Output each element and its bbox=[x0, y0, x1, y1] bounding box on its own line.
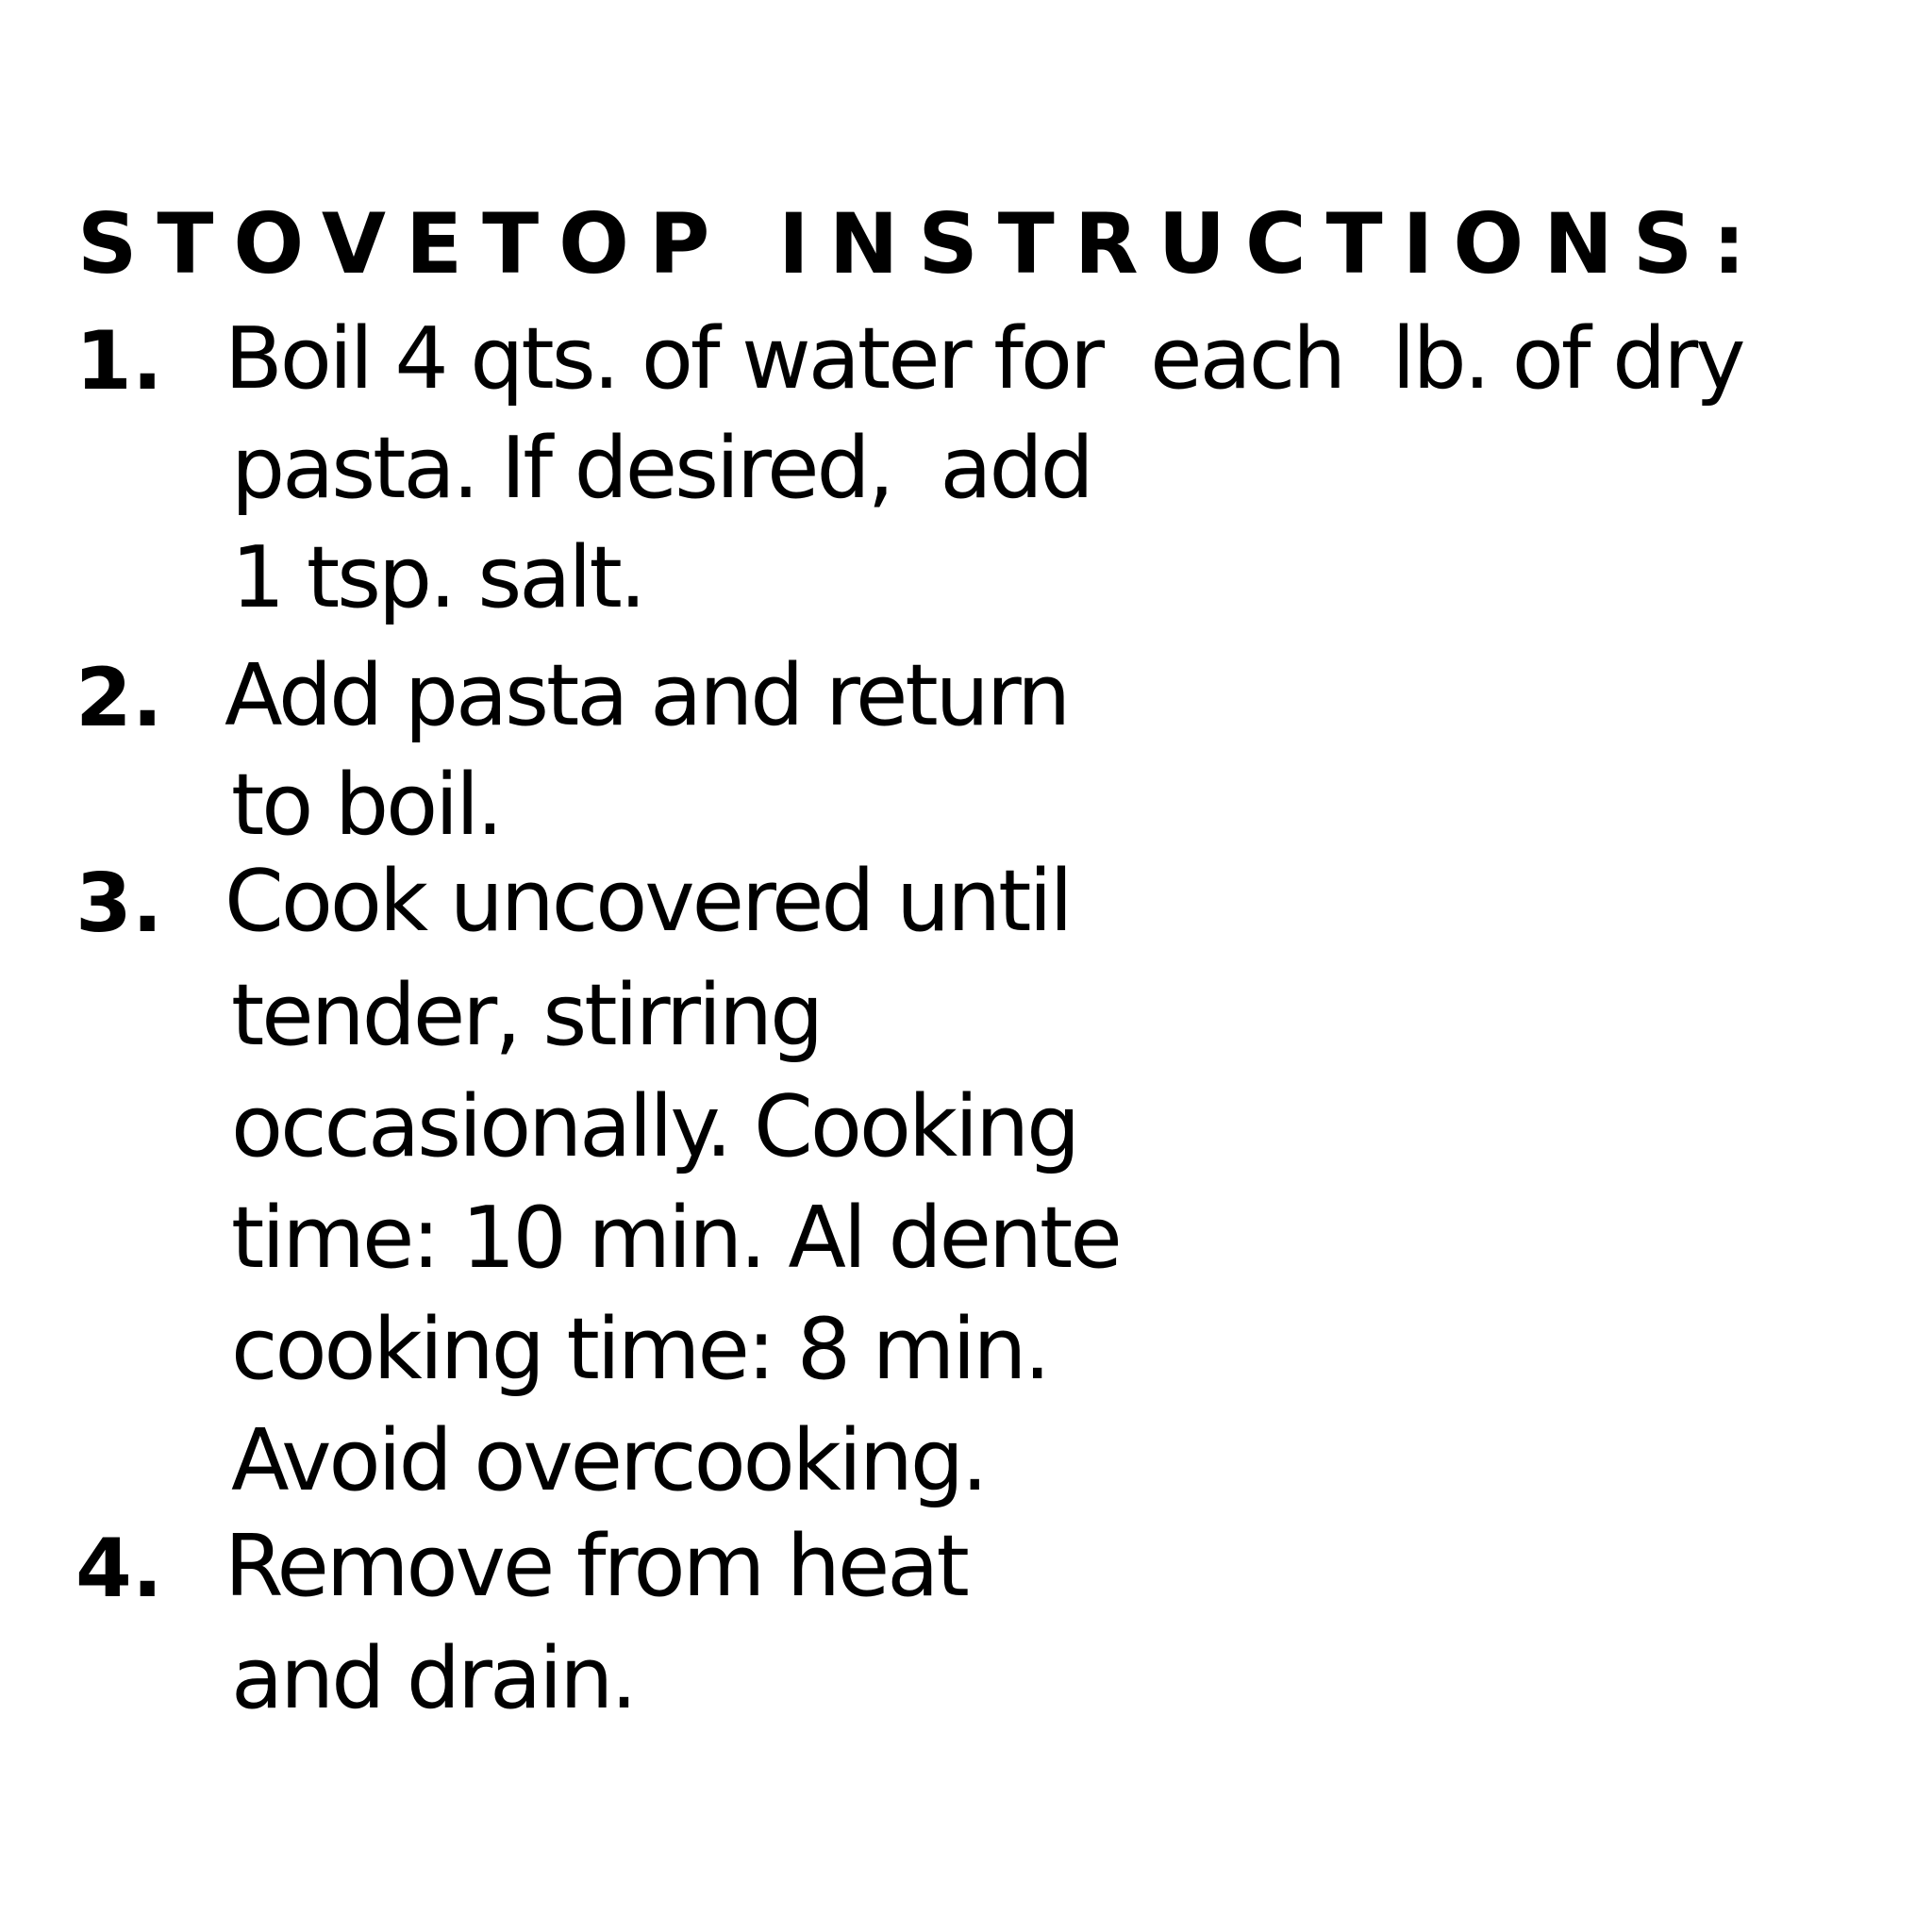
step-line: tender, stirring bbox=[231, 966, 822, 1065]
step-line: time: 10 min. Al dente bbox=[231, 1189, 1120, 1288]
step-line: and drain. bbox=[231, 1629, 635, 1728]
step-number: 4. bbox=[75, 1522, 163, 1616]
step-line: Avoid overcooking. bbox=[231, 1411, 986, 1510]
page-title: STOVETOP INSTRUCTIONS: bbox=[77, 195, 1766, 292]
step-line: occasionally. Cooking bbox=[231, 1077, 1078, 1176]
step-number: 3. bbox=[75, 857, 163, 951]
step-line: pasta. If desired, add bbox=[231, 419, 1091, 518]
step-line: Boil 4 qts. of water for each lb. of dry bbox=[225, 309, 1743, 408]
step-line: Add pasta and return bbox=[225, 646, 1069, 745]
step-line: cooking time: 8 min. bbox=[231, 1300, 1048, 1399]
step-number: 1. bbox=[75, 314, 163, 408]
step-line: Cook uncovered until bbox=[225, 852, 1071, 951]
step-line: 1 tsp. salt. bbox=[231, 528, 644, 627]
step-line: Remove from heat bbox=[225, 1517, 967, 1616]
step-line: to boil. bbox=[231, 756, 501, 855]
step-number: 2. bbox=[75, 651, 163, 745]
